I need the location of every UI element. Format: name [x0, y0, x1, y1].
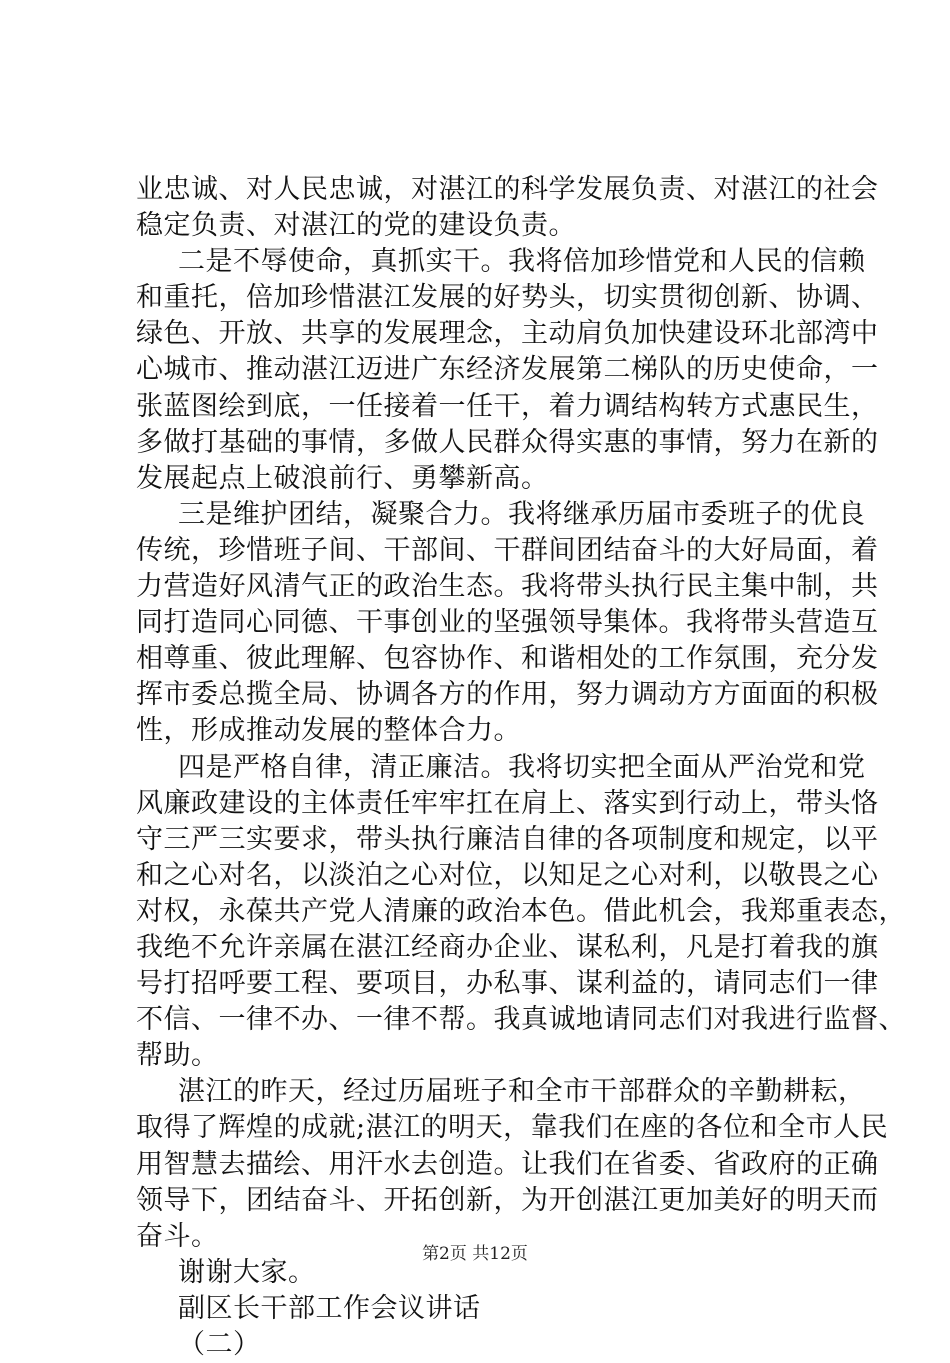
- text-line: 业忠诚、对人民忠诚，对湛江的科学发展负责、对湛江的社会: [136, 174, 879, 205]
- paragraph: [136, 172, 879, 244]
- text-line: 领导下，团结奋斗、开拓创新，为开创湛江更加美好的明天而: [136, 1184, 879, 1216]
- text-line: 帮助。: [136, 1040, 219, 1072]
- text-line: 力营造好风清气正的政治生态。我将带头执行民主集中制，共: [136, 571, 879, 603]
- text-line: 号打招呼要工程、要项目，办私事、谋利益的，请同志们一律: [136, 968, 879, 1000]
- paragraph: [136, 1074, 889, 1254]
- paragraph: [136, 497, 879, 750]
- text-line: 张蓝图绘到底，一任接着一任干，着力调结构转方式惠民生，: [136, 390, 879, 422]
- text-line: 取得了辉煌的成就;湛江的明天，靠我们在座的各位和全市人民: [136, 1112, 889, 1144]
- text-line: 多做打基础的事情，多做人民群众得实惠的事情，努力在新的: [136, 426, 879, 458]
- text-line: （二）: [178, 1329, 261, 1360]
- text-line: 性，形成推动发展的整体合力。: [136, 715, 521, 747]
- text-line: 心城市、推动湛江迈进广东经济发展第二梯队的历史使命，一: [136, 354, 879, 386]
- text-line: 相尊重、彼此理解、包容协作、和谐相处的工作氛围，充分发: [136, 643, 879, 675]
- text-line: 用智慧去描绘、用汗水去创造。让我们在省委、省政府的正确: [136, 1148, 879, 1180]
- text-line: 不信、一律不办、一律不帮。我真诚地请同志们对我进行监督、: [136, 1004, 906, 1036]
- paragraph: [136, 244, 879, 497]
- document-body: [136, 172, 906, 1363]
- text-line: 副区长干部工作会议讲话: [178, 1292, 481, 1324]
- text-line: 和之心对名，以淡泊之心对位，以知足之心对利，以敬畏之心: [136, 859, 879, 891]
- text-line: 和重托，倍加珍惜湛江发展的好势头，切实贯彻创新、协调、: [136, 282, 879, 314]
- text-line: 我绝不允许亲属在湛江经商办企业、谋私利，凡是打着我的旗: [136, 931, 879, 963]
- text-line: 湛江的昨天，经过历届班子和全市干部群众的辛勤耕耘，: [178, 1076, 866, 1108]
- text-line: 四是严格自律，清正廉洁。我将切实把全面从严治党和党: [178, 751, 866, 783]
- text-line: 稳定负责、对湛江的党的建设负责。: [136, 210, 576, 242]
- text-line: 对权，永葆共产党人清廉的政治本色。借此机会，我郑重表态，: [136, 895, 906, 927]
- text-line: 二是不辱使命，真抓实干。我将倍加珍惜党和人民的信赖: [178, 246, 866, 278]
- paragraph: [136, 750, 906, 1075]
- page-number-label: 第2页 共12页: [422, 1244, 528, 1264]
- text-line: 绿色、开放、共享的发展理念，主动肩负加快建设环北部湾中: [136, 318, 879, 350]
- text-line: 谢谢大家。: [178, 1256, 316, 1288]
- text-line: 三是维护团结，凝聚合力。我将继承历届市委班子的优良: [178, 498, 866, 530]
- text-line: 传统，珍惜班子间、干部间、干群间团结奋斗的大好局面，着: [136, 534, 879, 566]
- text-line: 同打造同心同德、干事创业的坚强领导集体。我将带头营造互: [136, 607, 879, 639]
- text-line: 守三严三实要求，带头执行廉洁自律的各项制度和规定，以平: [136, 823, 879, 855]
- text-line: 风廉政建设的主体责任牢牢扛在肩上、落实到行动上，带头恪: [136, 787, 879, 819]
- text-line: 挥市委总揽全局、协调各方的作用，努力调动方方面面的积极: [136, 679, 879, 711]
- text-line: 发展起点上破浪前行、勇攀新高。: [136, 462, 549, 494]
- page-footer: [0, 1242, 950, 1266]
- text-line: 奋斗。: [136, 1220, 219, 1252]
- paragraph: [136, 1291, 856, 1327]
- paragraph: [136, 1327, 856, 1363]
